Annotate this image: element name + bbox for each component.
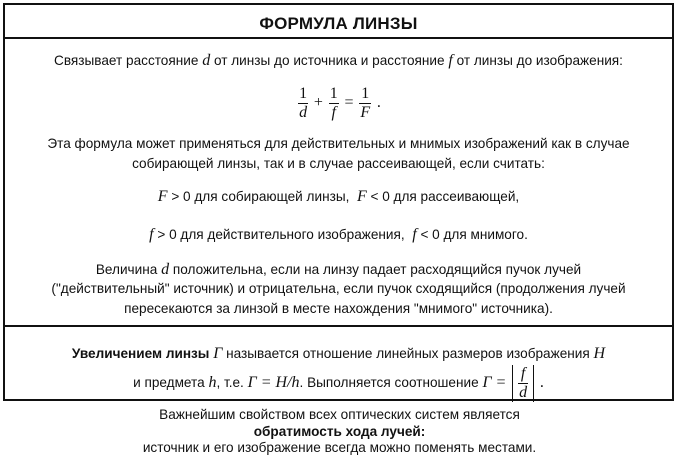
condition-text: < 0 для мнимого. (420, 227, 528, 242)
applicability-line-1: Эта формула может применяться для действительных и мнимых изображений как в случае (47, 136, 630, 151)
var-F: F (157, 188, 168, 205)
text: называется отношение линейных размеров изображения (226, 346, 590, 361)
condition-text: > 0 для собирающей линзы, (171, 189, 350, 204)
var-h: h (208, 374, 217, 392)
intro-text-c: от линзы до изображения: (456, 53, 623, 68)
intro-line (5, 52, 672, 70)
period: . (539, 374, 544, 392)
intro-text-a: Связывает расстояние (54, 53, 199, 68)
var-d: d (161, 261, 170, 278)
condition-text: > 0 для действительного изображения, (157, 227, 405, 242)
source-sign-line-3: пересекаются за линзой в месте нахождения "мнимого" источника). (124, 301, 553, 316)
numerator: 1 (329, 85, 338, 102)
fraction-1-over-F (359, 85, 371, 122)
text: , т.е. (216, 375, 244, 391)
equals-sign: = (344, 94, 354, 112)
text: и предмета (133, 375, 205, 391)
source-sign-line-2: ("действительный" источник) и отрицательна, если пучок сходящийся (продолжения лучей (51, 281, 626, 296)
var-gamma: Γ (213, 345, 223, 362)
magnification-relation (5, 365, 672, 402)
var-F: F (356, 188, 367, 205)
var-H: H (593, 345, 606, 362)
numerator: f (520, 365, 526, 382)
fraction-1-over-d (298, 85, 308, 122)
magnification-definition (5, 345, 672, 363)
period: . (376, 94, 381, 112)
denominator: d (519, 384, 528, 401)
denominator: f (329, 103, 339, 122)
section-divider (5, 325, 672, 327)
gamma-equals: Γ = (482, 374, 507, 392)
text: . Выполняется соотношение (299, 375, 479, 391)
text: положительна, если на линзу падает расходящийся пучок лучей (172, 262, 582, 277)
lens-formula-box (3, 3, 674, 401)
numerator: 1 (361, 85, 370, 102)
condition-text: < 0 для рассеивающей, (370, 189, 520, 204)
var-f: f (149, 226, 154, 243)
intro-text-b: от линзы до источника и расстояние (213, 53, 445, 68)
denominator: d (299, 104, 308, 121)
text: Величина (95, 262, 158, 277)
var-f: f (412, 226, 417, 243)
box-title: ФОРМУЛА ЛИНЗЫ (259, 14, 418, 33)
magnification-formula: Γ = H/h (247, 374, 300, 392)
term-magnification: Увеличением линзы (71, 346, 210, 361)
lens-formula (5, 85, 672, 122)
var-f: f (448, 52, 453, 69)
plus-sign: + (313, 94, 323, 112)
title-divider (5, 37, 672, 39)
numerator: 1 (299, 85, 308, 102)
var-d: d (202, 52, 211, 69)
focal-sign-condition (5, 188, 672, 206)
abs-value-fraction (512, 365, 534, 402)
denominator: F (360, 104, 371, 121)
fraction-1-over-f (329, 85, 339, 122)
image-sign-condition (5, 226, 672, 244)
applicability-line-2: собирающей линзы, так и в случае рассеивающей, если считать: (132, 156, 545, 171)
footer-line-3: источник и его изображение всегда можно поменять местами. (142, 440, 537, 455)
footer-line-2: обратимость хода лучей: (253, 424, 426, 439)
fraction-f-over-d (518, 365, 528, 402)
footer-line-1: Важнейшим свойством всех оптических систем является (159, 407, 520, 422)
source-sign-line-1 (5, 261, 672, 279)
